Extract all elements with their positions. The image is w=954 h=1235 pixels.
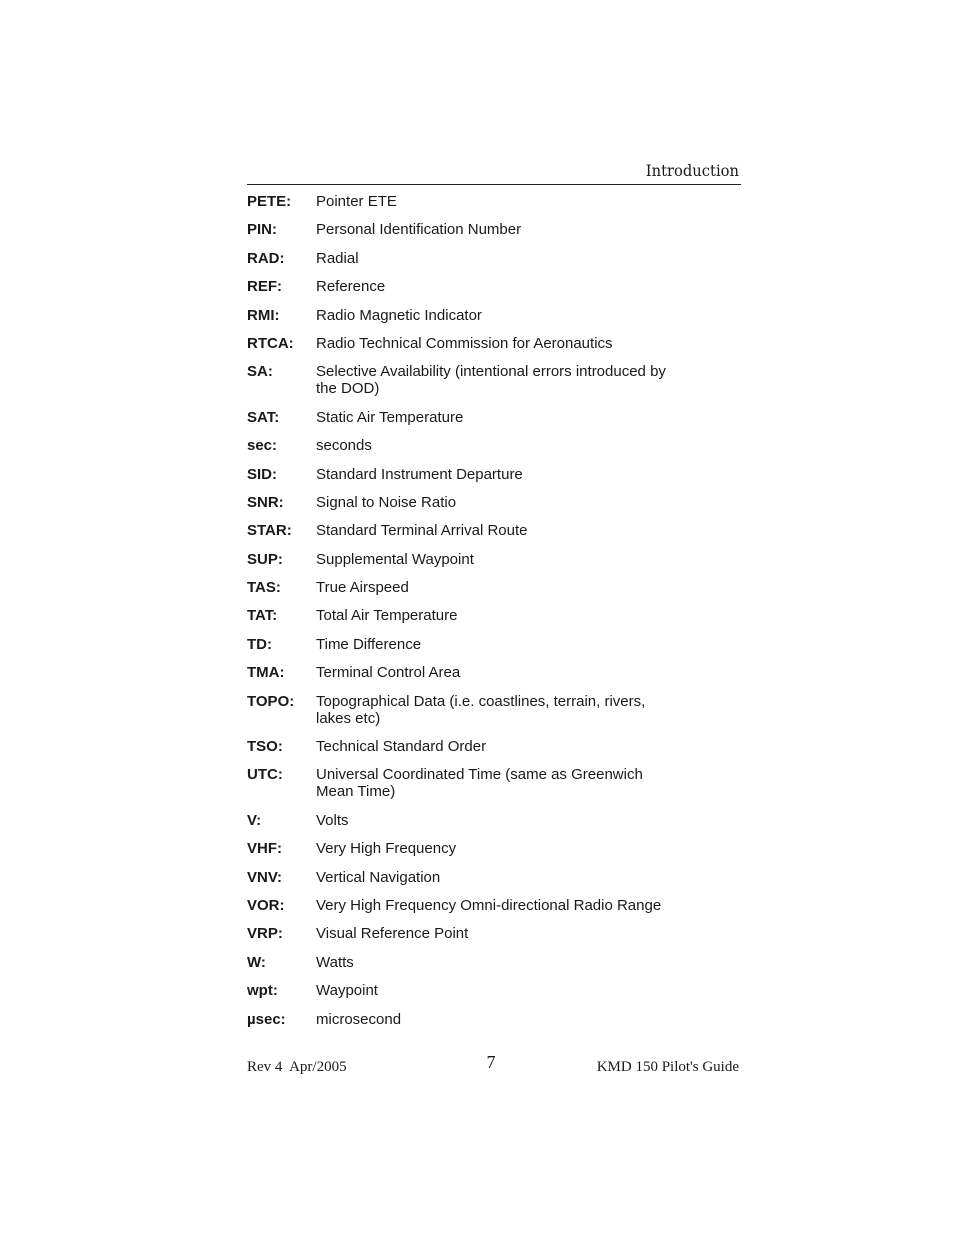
abbreviation-glossary: [247, 193, 741, 1039]
glossary-term: wpt:: [247, 982, 278, 1000]
glossary-entry: [247, 664, 741, 681]
glossary-entry: [247, 925, 741, 942]
glossary-definition: Volts: [316, 811, 349, 829]
glossary-term: W:: [247, 953, 266, 971]
glossary-term: TD:: [247, 635, 272, 653]
glossary-term: sec:: [247, 437, 278, 455]
glossary-entry: [247, 221, 741, 238]
glossary-definition: Total Air Temperature: [316, 607, 458, 625]
glossary-entry: [247, 738, 741, 755]
glossary-definition: Standard Instrument Departure: [316, 465, 523, 483]
glossary-term: SUP:: [247, 550, 283, 568]
glossary-entry: [247, 897, 741, 914]
glossary-definition: Reference: [316, 278, 386, 296]
glossary-definition: Waypoint: [316, 982, 378, 1000]
glossary-entry: [247, 307, 741, 324]
glossary-definition: Vertical Navigation: [316, 868, 441, 886]
glossary-definition: Static Air Temperature: [316, 408, 464, 426]
glossary-entry: [247, 766, 741, 800]
glossary-definition: Selective Availability (intentional errors introduced by the DOD): [316, 363, 666, 398]
glossary-definition: Radio Magnetic Indicator: [316, 306, 482, 324]
glossary-term: SID:: [247, 465, 277, 483]
glossary-entry: [247, 607, 741, 624]
glossary-term: RAD:: [247, 249, 285, 267]
glossary-entry: [247, 250, 741, 267]
footer-document-title: KMD 150 Pilot's Guide: [596, 1059, 739, 1075]
glossary-definition: Topographical Data (i.e. coastlines, terrain, rivers, lakes etc): [316, 692, 646, 727]
glossary-entry: [247, 278, 741, 295]
glossary-entry: [247, 437, 741, 454]
glossary-definition: microsecond: [316, 1010, 402, 1028]
glossary-definition: Universal Coordinated Time (same as Greenwich Mean Time): [316, 766, 643, 801]
glossary-term: TAT:: [247, 607, 278, 625]
glossary-definition: Radial: [316, 249, 359, 267]
glossary-term: STAR:: [247, 522, 292, 540]
glossary-entry: [247, 636, 741, 653]
glossary-definition: True Airspeed: [316, 579, 409, 597]
glossary-entry: [247, 494, 741, 511]
glossary-entry: [247, 551, 741, 568]
glossary-definition: Terminal Control Area: [316, 664, 461, 682]
glossary-entry: [247, 363, 741, 397]
glossary-term: SAT:: [247, 408, 280, 426]
glossary-definition: Watts: [316, 953, 354, 971]
glossary-term: VNV:: [247, 868, 283, 886]
glossary-term: VOR:: [247, 896, 285, 914]
glossary-term: UTC:: [247, 766, 283, 784]
glossary-entry: [247, 869, 741, 886]
glossary-entry: [247, 840, 741, 857]
glossary-entry: [247, 522, 741, 539]
glossary-definition: seconds: [316, 437, 372, 455]
glossary-entry: [247, 1011, 741, 1028]
glossary-term: SA:: [247, 363, 273, 381]
glossary-term: TAS:: [247, 579, 281, 597]
header-rule: [247, 184, 741, 185]
glossary-definition: Standard Terminal Arrival Route: [316, 522, 528, 540]
glossary-entry: [247, 982, 741, 999]
glossary-entry: [247, 335, 741, 352]
glossary-term: V:: [247, 811, 262, 829]
glossary-definition: Visual Reference Point: [316, 925, 469, 943]
glossary-term: TOPO:: [247, 692, 295, 710]
glossary-definition: Pointer ETE: [316, 193, 397, 210]
footer-page-number: 7: [486, 1052, 496, 1072]
glossary-term: RTCA:: [247, 334, 294, 352]
glossary-definition: Supplemental Waypoint: [316, 550, 474, 568]
glossary-term: VHF:: [247, 840, 282, 858]
glossary-definition: Radio Technical Commission for Aeronautics: [316, 334, 613, 352]
glossary-definition: Signal to Noise Ratio: [316, 493, 457, 511]
glossary-entry: [247, 193, 741, 210]
glossary-term: REF:: [247, 278, 282, 296]
glossary-entry: [247, 693, 741, 727]
glossary-term: SNR:: [247, 493, 284, 511]
glossary-term: PIN:: [247, 221, 277, 239]
glossary-term: µsec:: [247, 1010, 286, 1028]
glossary-term: PETE:: [247, 193, 292, 210]
glossary-definition: Very High Frequency: [316, 840, 457, 858]
glossary-definition: Personal Identification Number: [316, 221, 522, 239]
glossary-entry: [247, 409, 741, 426]
glossary-entry: [247, 466, 741, 483]
footer-revision: Rev 4 Apr/2005: [247, 1059, 347, 1075]
glossary-definition: Time Difference: [316, 635, 422, 653]
glossary-definition: Very High Frequency Omni-directional Radio Range: [316, 896, 662, 914]
glossary-entry: [247, 579, 741, 596]
glossary-term: TSO:: [247, 738, 283, 756]
glossary-term: TMA:: [247, 664, 285, 682]
glossary-term: RMI:: [247, 306, 280, 324]
glossary-term: VRP:: [247, 925, 283, 943]
page-header-title: Introduction: [645, 161, 739, 180]
glossary-definition: Technical Standard Order: [316, 738, 487, 756]
glossary-entry: [247, 812, 741, 829]
glossary-entry: [247, 954, 741, 971]
